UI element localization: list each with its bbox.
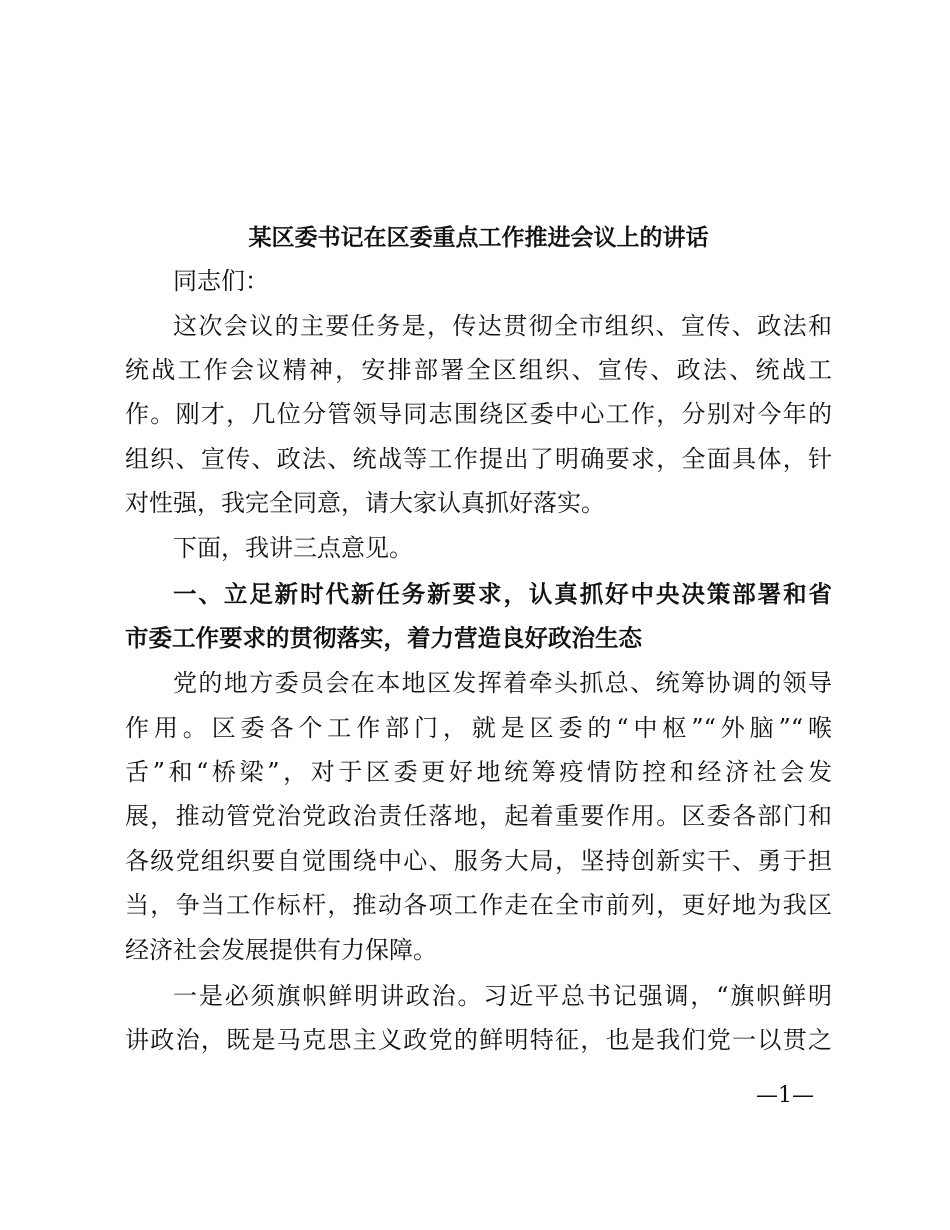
document-title: 某区委书记在区委重点工作推进会议上的讲话 [248,224,709,251]
page-number: —1— [756,1083,814,1108]
paragraph-line: 这次会议的主要任务是，传达贯彻全市组织、宣传、政法和 [173,312,832,340]
paragraph-line: 舌”和“桥梁”，对于区委更好地统筹疫情防控和经济社会发 [125,758,832,786]
paragraph-line: 各级党组织要自觉围绕中心、服务大局，坚持创新实干、勇于担 [125,847,832,875]
paragraph-line: 当，争当工作标杆，推动各项工作走在全市前列，更好地为我区 [125,891,832,919]
paragraph-line: 对性强，我完全同意，请大家认真抓好落实。 [125,489,605,517]
paragraph-line: 讲政治，既是马克思主义政党的鲜明特征，也是我们党一以贯之 [125,1026,832,1054]
paragraph-line: 作。刚才，几位分管领导同志围绕区委中心工作，分别对今年的 [125,400,832,428]
paragraph-line: 一是必须旗帜鲜明讲政治。习近平总书记强调，“旗帜鲜明 [173,982,832,1010]
section-heading: 一、立足新时代新任务新要求，认真抓好中央决策部署和省 [173,580,832,608]
paragraph-line: 经济社会发展提供有力保障。 [125,936,437,964]
paragraph-line: 组织、宣传、政法、统战等工作提出了明确要求，全面具体，针 [125,445,832,473]
paragraph-line: 统战工作会议精神，安排部署全区组织、宣传、政法、统战工 [125,356,832,384]
section-heading: 市委工作要求的贯彻落实，着力营造良好政治生态 [125,624,642,652]
paragraph-line: 党的地方委员会在本地区发挥着牵头抓总、统筹协调的领导 [173,669,832,697]
paragraph-line: 下面，我讲三点意见。 [173,534,413,562]
paragraph-line: 作用。区委各个工作部门，就是区委的“中枢”“外脑”“喉 [125,714,832,742]
salutation: 同志们： [173,267,269,295]
paragraph-line: 展，推动管党治党政治责任落地，起着重要作用。区委各部门和 [125,802,832,830]
